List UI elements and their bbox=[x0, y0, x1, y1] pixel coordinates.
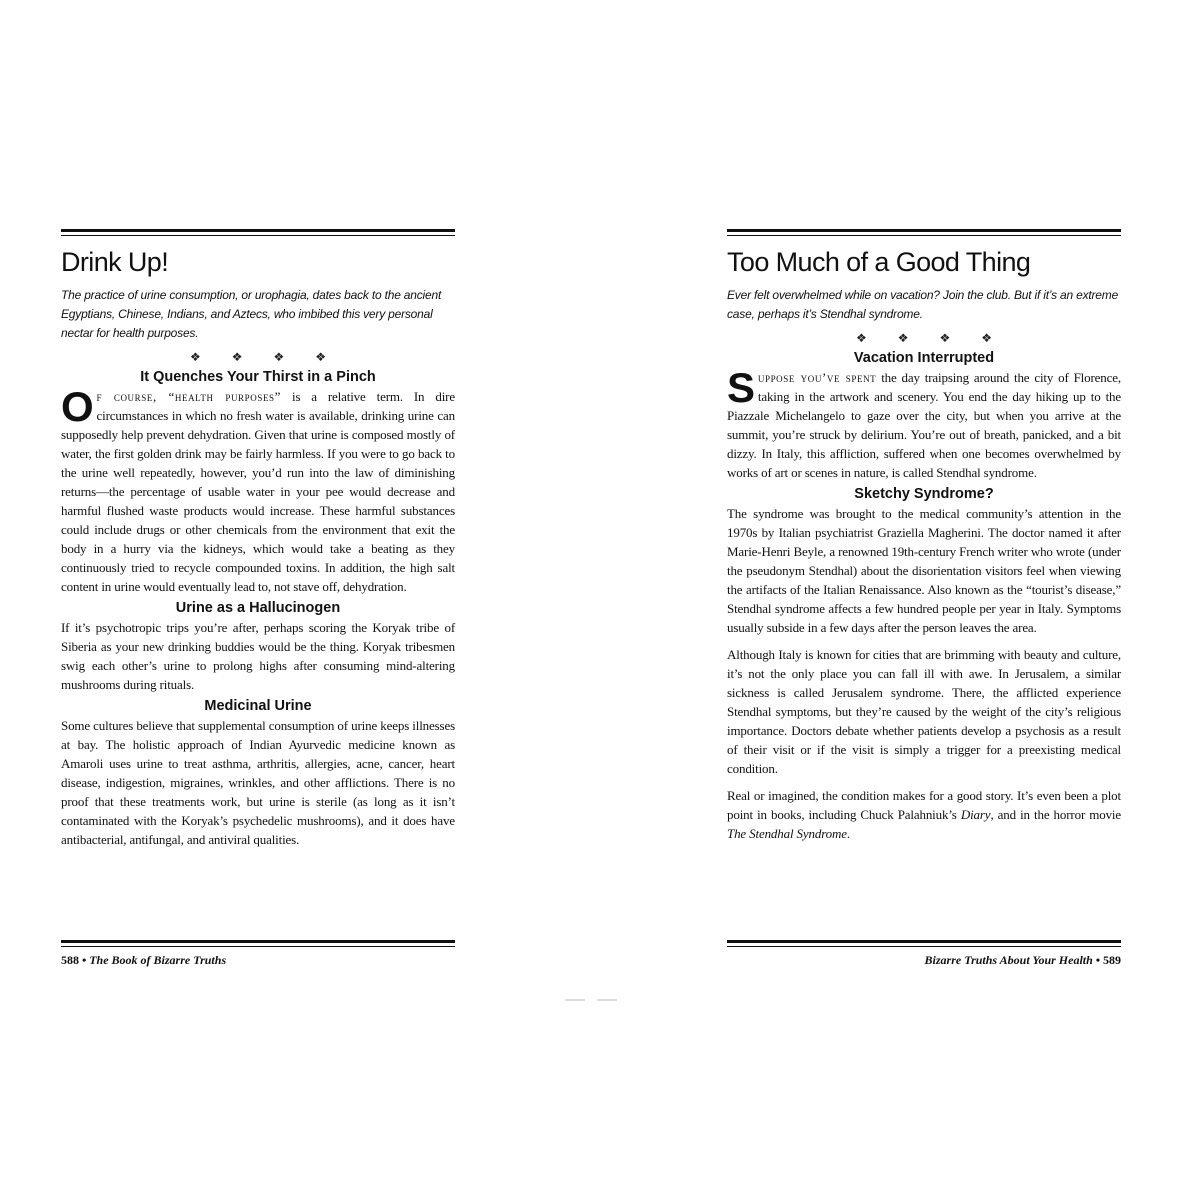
section-heading: Sketchy Syndrome? bbox=[854, 485, 994, 502]
chapter-intro: Ever felt overwhelmed while on vacation? Join the club. But if it’s an extreme case, perhaps it’s Stendhal syndrome. bbox=[727, 287, 1119, 321]
gutter-mark bbox=[565, 999, 585, 1001]
section-heading: Vacation Interrupted bbox=[853, 349, 995, 366]
section-body: If it’s psychotropic trips you’re after, perhaps scoring the Koryak tribe of Siberia as your new drinking buddies would be the thing. Koryak tribesmen swig each other’s urine to prolong highs after consuming mind-altering mushrooms during rituals. bbox=[61, 619, 455, 692]
chapter-intro: The practice of urine consumption, or urophagia, dates back to the ancient Egyptians, Chinese, Indians, and Aztecs, who imbibed this very personal nectar for health purposes. bbox=[61, 287, 442, 340]
movie-title-italic: The Stendhal Syndrome bbox=[727, 825, 847, 841]
bottom-rule bbox=[61, 940, 455, 943]
drop-cap: S bbox=[727, 363, 755, 411]
page-number: 588 bbox=[61, 953, 79, 967]
body-text: . bbox=[846, 825, 850, 841]
left-page bbox=[61, 229, 455, 849]
drop-cap: O bbox=[61, 382, 94, 430]
section-body bbox=[727, 363, 1121, 482]
top-rule bbox=[61, 229, 455, 232]
lead-in: f course, “health purposes” bbox=[96, 388, 282, 404]
right-footer bbox=[727, 940, 1121, 967]
left-footer bbox=[61, 940, 455, 967]
chapter-title: Drink Up! bbox=[61, 247, 169, 277]
section-body: Although Italy is known for cities that are brimming with beauty and culture, it’s not the only place you can fall ill with awe. In Jerusalem, a similar sickness is called Jerusalem syndrome. There, the afflicted experience Stendhal symptoms, but they’re caused by the weight of the city’s religious importance. Doctors debate whether patients develop a psychosis as a result of their visit or if the visit is simply a trigger for a preexisting medical condition. bbox=[727, 646, 1121, 776]
top-rule bbox=[727, 229, 1121, 232]
footer-separator: • bbox=[82, 953, 87, 967]
gutter-mark bbox=[597, 999, 617, 1001]
section-heading: Medicinal Urine bbox=[204, 697, 312, 714]
section-heading: Urine as a Hallucinogen bbox=[175, 599, 341, 616]
section-body: Some cultures believe that supplemental consumption of urine keeps illnesses at bay. The holistic approach of Indian Ayurvedic medicine known as Amaroli uses urine to treat asthma, arthritis, allergies, acne, cancer, heart disease, indigestion, migraines, wrinkles, and other afflictions. There is no proof that these treatments work, but urine is sterile (as long as it isn’t contaminated with the Koryak’s psychedelic mushrooms), and it does have antibacterial, antifungal, and antiviral qualities. bbox=[61, 717, 455, 847]
body-text: Real or imagined, the condition makes for a good story. It’s even been a plot point in books, including Chuck Palahniuk’s bbox=[727, 787, 1121, 822]
section-body: The syndrome was brought to the medical community’s attention in the 1970s by Italian psychiatrist Graziella Magherini. The doctor named it after Marie-Henri Beyle, a renowned 19th-century French writer who wrote (under the pseudonym Stendhal) about the disorientation visitors feel when viewing the artifacts of the Italian Renaissance. Also known as the “tourist’s disease,” Stendhal syndrome affects a few hundred people per year in Italy. Symptoms usually subside in a few days after the person leaves the area. bbox=[727, 505, 1121, 635]
page-number: 589 bbox=[1103, 953, 1121, 967]
book-title-italic: Diary bbox=[960, 806, 991, 822]
running-title: The Book of Bizarre Truths bbox=[89, 953, 227, 967]
section-heading: It Quenches Your Thirst in a Pinch bbox=[140, 368, 376, 385]
running-footer bbox=[61, 953, 455, 967]
ornament-divider: ❖ ❖ ❖ ❖ bbox=[189, 349, 341, 364]
lead-in: uppose you’ve spent bbox=[757, 369, 877, 385]
chapter-title: Too Much of a Good Thing bbox=[727, 247, 1031, 277]
running-footer bbox=[727, 953, 1121, 967]
section-body bbox=[727, 786, 1121, 843]
right-page bbox=[727, 229, 1121, 843]
footer-separator: • bbox=[1095, 953, 1100, 967]
section-body bbox=[61, 382, 455, 596]
ornament-divider: ❖ ❖ ❖ ❖ bbox=[855, 330, 1007, 345]
bottom-rule bbox=[727, 940, 1121, 943]
body-text: the day traipsing around the city of Florence, taking in the artwork and scenery. You end the day hiking up to the Piazzale Michelangelo to gaze over the city, but when you arrive at the summit, you’re struck by delirium. You’re out of breath, panicked, and a bit dizzy. In Italy, this affliction, suffered when one becomes overwhelmed by works of art or scenes in nature, is called Stendhal syndrome. bbox=[727, 369, 1121, 480]
running-title: Bizarre Truths About Your Health bbox=[924, 953, 1093, 967]
body-text: , and in the horror movie bbox=[990, 806, 1121, 822]
body-text: is a relative term. In dire circumstances in which no fresh water is available, drinking urine can supposedly help prevent dehydration. Given that urine is composed mostly of water, the first golden drink may be fairly harmless. If you were to go back to the urine well repeatedly, however, you’d run into the law of diminishing returns—the percentage of usable water in your pee would decrease and harmful flushed waste products would increase. These harmful substances could include drugs or other chemicals from the environment that exit the body in a hurry via the kidneys, which would take a beating as they continuously tried to recycle compounded toxins. In addition, the high salt content in urine would eventually lead to, not stave off, dehydration. bbox=[61, 388, 455, 594]
